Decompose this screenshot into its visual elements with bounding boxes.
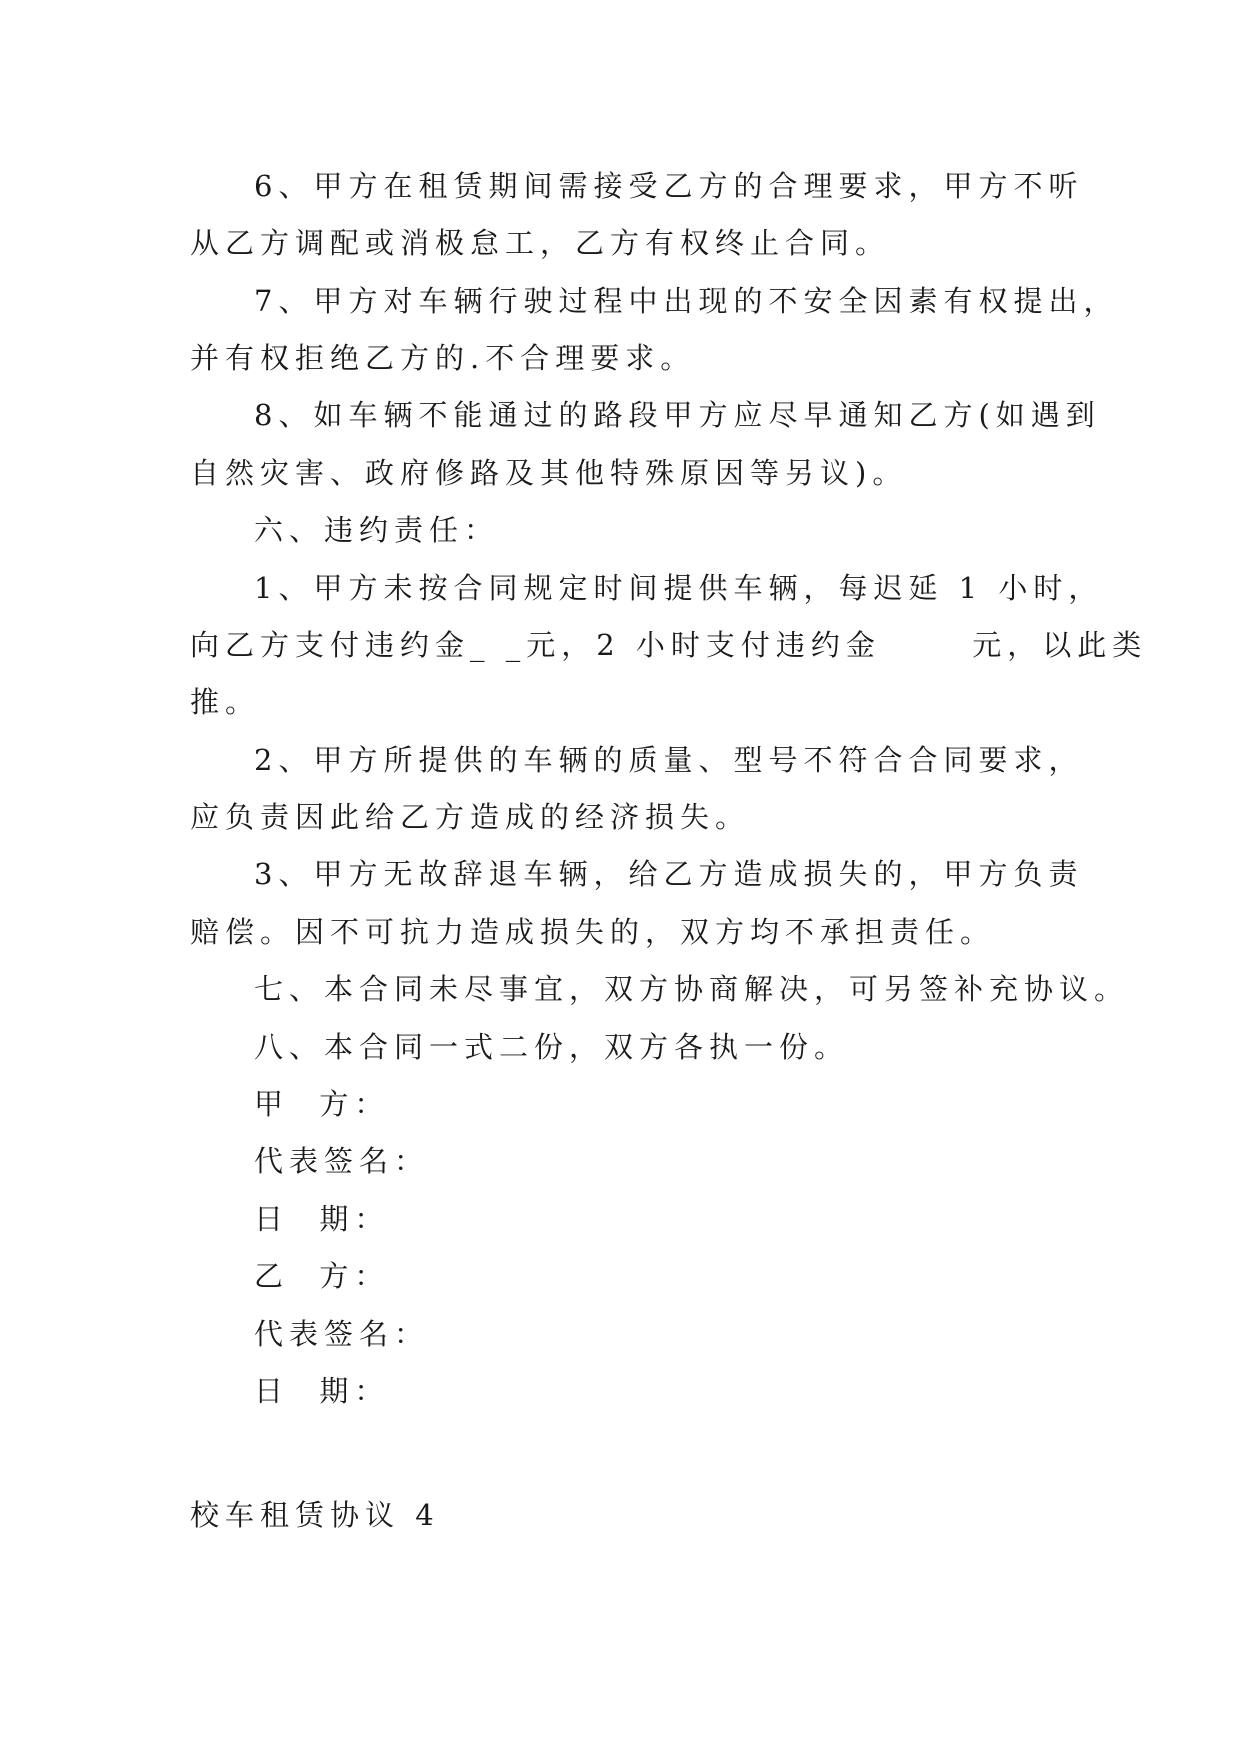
text-line: 8、如车辆不能通过的路段甲方应尽早通知乙方(如遇到: [254, 398, 1101, 432]
section-heading: 八、本合同一式二份，双方各执一份。: [254, 1030, 850, 1064]
signature-field: 乙 方：: [254, 1259, 390, 1293]
text-line: 2、甲方所提供的车辆的质量、型号不符合合同要求，: [254, 743, 1084, 777]
section-heading: 七、本合同未尽事宜，双方协商解决，可另签补充协议。: [254, 972, 1130, 1006]
text-line: 1、甲方未按合同规定时间提供车辆，每迟延 1 小时，: [254, 571, 1104, 605]
text-line: 应负责因此给乙方造成的经济损失。: [190, 800, 751, 834]
signature-field: 代表签名：: [254, 1144, 430, 1178]
text-line: 3、甲方无故辞退车辆，给乙方造成损失的，甲方负责: [254, 857, 1084, 891]
text-line: 6、甲方在租赁期间需接受乙方的合理要求，甲方不听: [254, 169, 1084, 203]
signature-field: 代表签名：: [254, 1317, 430, 1351]
text-line: 从乙方调配或消极怠工，乙方有权终止合同。: [190, 226, 891, 260]
text-line: 自然灾害、政府修路及其他特殊原因等另议)。: [190, 456, 908, 490]
document-title: 校车租赁协议 4: [190, 1498, 440, 1532]
signature-field: 日 期：: [254, 1374, 390, 1408]
text-line: 7、甲方对车辆行驶过程中出现的不安全因素有权提出，: [254, 284, 1119, 318]
text-line: 赔偿。因不可抗力造成损失的，双方均不承担责任。: [190, 915, 996, 949]
signature-field: 日 期：: [254, 1202, 390, 1236]
text-line: 并有权拒绝乙方的.不合理要求。: [190, 341, 696, 375]
text-line: 向乙方支付违约金_ _元，2 小时支付违约金 元，以此类: [190, 628, 1148, 662]
signature-field: 甲 方：: [254, 1087, 390, 1121]
section-heading: 六、违约责任：: [254, 513, 500, 547]
text-line: 推。: [190, 685, 261, 719]
